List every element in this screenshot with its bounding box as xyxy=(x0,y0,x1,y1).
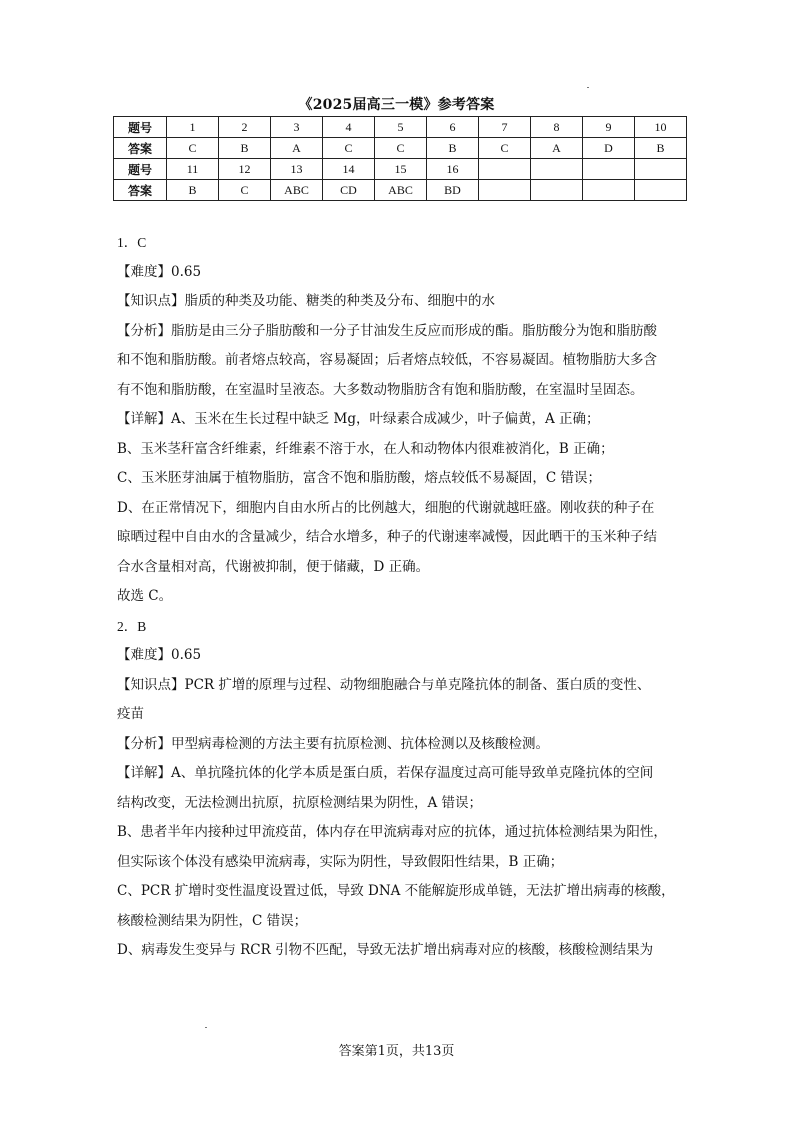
analysis-line: 有不饱和脂肪酸，在室温时呈液态。大多数动物脂肪含有饱和脂肪酸，在室温时呈固态。 xyxy=(117,381,644,398)
detail-line: 晾晒过程中自由水的含量减少，结合水增多，种子的代谢速率减慢，因此晒干的玉米种子结 xyxy=(117,529,657,545)
difficulty: 【难度】0.65 xyxy=(117,647,202,663)
question-number: 2．B xyxy=(117,618,147,634)
knowledge-points: 疫苗 xyxy=(117,706,144,722)
table-cell: B xyxy=(427,138,479,159)
table-cell: 6 xyxy=(427,117,479,138)
table-cell: D xyxy=(583,138,635,159)
table-row xyxy=(114,138,687,159)
table-cell: 9 xyxy=(583,117,635,138)
table-cell: C xyxy=(375,138,427,159)
table-cell: C xyxy=(167,138,219,159)
table-cell: B xyxy=(219,138,271,159)
answer-table xyxy=(113,116,687,201)
row-header: 答案 xyxy=(114,180,167,201)
scan-speck xyxy=(205,1027,207,1028)
table-cell: CD xyxy=(323,180,375,201)
table-row xyxy=(114,159,687,180)
table-cell: 11 xyxy=(167,159,219,180)
page-title: 《2025届高三一模》参考答案 xyxy=(298,97,495,113)
table-cell: C xyxy=(219,180,271,201)
table-cell: 12 xyxy=(219,159,271,180)
detail-line: D、在正常情况下，细胞内自由水所占的比例越大，细胞的代谢就越旺盛。刚收获的种子在 xyxy=(117,499,655,516)
table-cell: 7 xyxy=(479,117,531,138)
table-row xyxy=(114,180,687,201)
detail-line: 【详解】A、玉米在生长过程中缺乏 Mg，叶绿素合成减少，叶子偏黄，A 正确； xyxy=(117,411,600,427)
table-cell xyxy=(479,180,531,201)
table-cell xyxy=(635,180,687,201)
question-number: 1．C xyxy=(117,235,147,250)
detail-line: 核酸检测结果为阴性，C 错误； xyxy=(117,912,308,929)
row-header: 题号 xyxy=(114,117,167,138)
table-cell xyxy=(583,180,635,201)
table-cell: 10 xyxy=(635,117,687,138)
scan-speck xyxy=(587,87,589,88)
knowledge-points: 【知识点】PCR 扩增的原理与过程、动物细胞融合与单克隆抗体的制备、蛋白质的变性、 xyxy=(117,676,651,693)
table-cell: A xyxy=(271,138,323,159)
table-cell: B xyxy=(635,138,687,159)
knowledge-points: 【知识点】脂质的种类及功能、糖类的种类及分布、细胞中的水 xyxy=(117,293,495,309)
detail-line: 但实际该个体没有感染甲流病毒，实际为阴性，导致假阳性结果，B 正确； xyxy=(117,853,564,870)
detail-line: B、玉米茎秆富含纤维素，纤维素不溶于水，在人和动物体内很难被消化，B 正确； xyxy=(117,440,614,457)
analysis-line: 和不饱和脂肪酸。前者熔点较高，容易凝固；后者熔点较低，不容易凝固。植物脂肪大多含 xyxy=(117,352,657,368)
table-cell: 5 xyxy=(375,117,427,138)
table-cell xyxy=(583,159,635,180)
table-cell: 14 xyxy=(323,159,375,180)
table-cell: 3 xyxy=(271,117,323,138)
table-cell: 1 xyxy=(167,117,219,138)
row-header: 题号 xyxy=(114,159,167,180)
page-footer: 答案第1页，共13页 xyxy=(338,1044,455,1059)
table-cell xyxy=(635,159,687,180)
table-cell xyxy=(531,159,583,180)
table-cell: A xyxy=(531,138,583,159)
row-header: 答案 xyxy=(114,138,167,159)
table-row xyxy=(114,117,687,138)
table-cell: C xyxy=(323,138,375,159)
analysis-line: 【分析】甲型病毒检测的方法主要有抗原检测、抗体检测以及核酸检测。 xyxy=(117,735,549,752)
detail-line: 结构改变，无法检测出抗原，抗原检测结果为阴性，A 错误； xyxy=(117,794,483,811)
detail-line: B、患者半年内接种过甲流疫苗，体内存在甲流病毒对应的抗体，通过抗体检测结果为阳性， xyxy=(117,824,667,840)
table-cell: 13 xyxy=(271,159,323,180)
table-cell xyxy=(479,159,531,180)
conclusion: 故选 C。 xyxy=(117,588,173,604)
table-cell: ABC xyxy=(271,180,323,201)
detail-line: C、PCR 扩增时变性温度设置过低，导致 DNA 不能解旋形成单链，无法扩增出病毒的核酸， xyxy=(117,883,675,899)
table-cell: ABC xyxy=(375,180,427,201)
table-cell: B xyxy=(167,180,219,201)
explanations xyxy=(117,228,682,966)
table-cell: BD xyxy=(427,180,479,201)
detail-line: C、玉米胚芽油属于植物脂肪，富含不饱和脂肪酸，熔点较低不易凝固，C 错误； xyxy=(117,470,601,486)
table-cell: 16 xyxy=(427,159,479,180)
detail-line: 【详解】A、单抗隆抗体的化学本质是蛋白质，若保存温度过高可能导致单克隆抗体的空间 xyxy=(117,765,654,781)
table-cell xyxy=(531,180,583,201)
difficulty: 【难度】0.65 xyxy=(117,263,202,280)
detail-line: 合水含量相对高，代谢被抑制，便于储藏，D 正确。 xyxy=(117,558,430,575)
analysis-line: 【分析】脂肪是由三分子脂肪酸和一分子甘油发生反应而形成的酯。脂肪酸分为饱和脂肪酸 xyxy=(117,322,657,339)
table-cell: 2 xyxy=(219,117,271,138)
table-cell: 8 xyxy=(531,117,583,138)
table-cell: 4 xyxy=(323,117,375,138)
detail-line: D、病毒发生变异与 RCR 引物不匹配，导致无法扩增出病毒对应的核酸，核酸检测结果为 xyxy=(117,942,654,958)
table-cell: 15 xyxy=(375,159,427,180)
table-cell: C xyxy=(479,138,531,159)
